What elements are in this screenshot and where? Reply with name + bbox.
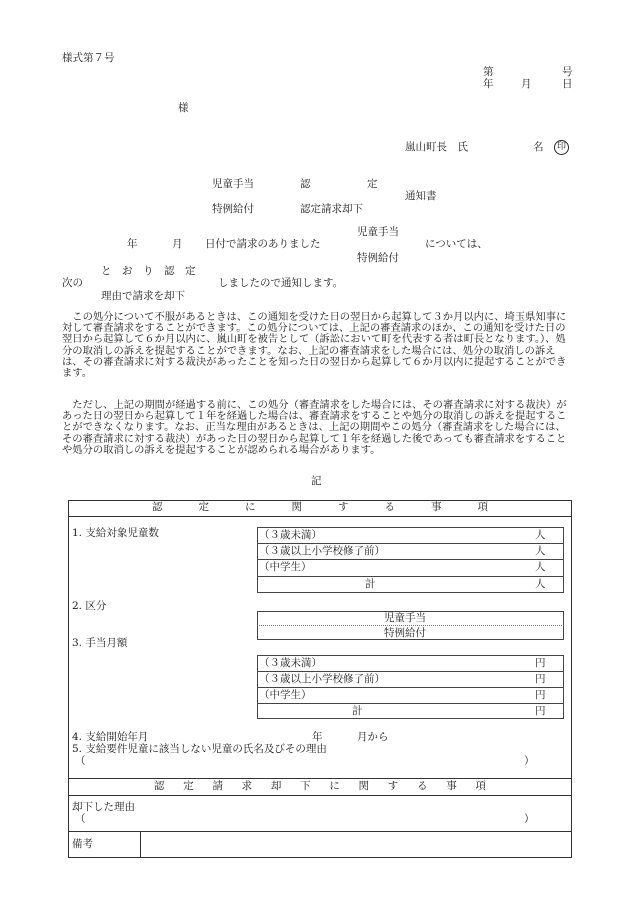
- intro-year: 年: [127, 238, 138, 250]
- stamp-icon: 印: [554, 140, 569, 155]
- title-nin: 認: [300, 178, 311, 190]
- intro-next: 次の: [62, 277, 83, 289]
- intro-reason-reject: 理由で請求を却下: [101, 290, 185, 302]
- nintei-heading-char: る: [384, 501, 395, 513]
- item5-paren-open: （: [75, 755, 86, 767]
- nintei-heading-char: 関: [291, 501, 302, 513]
- item3-label: 3. 手当月額: [72, 637, 128, 649]
- nintei-heading-char: 認: [152, 501, 163, 513]
- item4-year: 年: [312, 731, 323, 743]
- item5-paren-close: ）: [524, 755, 535, 767]
- remarks-divider: [68, 831, 572, 832]
- children-row-label: （３歳未満）: [259, 529, 322, 541]
- date-day: 日: [562, 78, 573, 90]
- amount-row-label: （３歳以上小学校修了前）: [259, 673, 385, 685]
- children-row-unit: 人: [535, 561, 546, 573]
- rejection-paren-close: ）: [524, 813, 535, 825]
- ki-label: 記: [311, 475, 322, 487]
- seal-stamp: [554, 140, 569, 155]
- date-year: 年: [483, 78, 494, 90]
- nintei-heading-char: 事: [431, 501, 442, 513]
- amount-total-unit: 円: [535, 705, 546, 717]
- title-tei: 定: [367, 178, 378, 190]
- appeal-paragraph-1: この処分について不服があるときは、この通知を受けた日の翌日から起算して３か月以内に、埼玉県知事に対して審査請求をすることができます。この処分については、上記の審査請求のほか、この通知を受けた日の翌日から起算して６か月以内に、嵐山町を被告として（訴訟において町を代表する者は町長となります。）、処分の取消しの訴えを提起することができます。なお、上記の審査請求をした場合には、処分の取消しの訴えは、その審査請求に対する裁決があったことを知った日の翌日から起算して６か月以内に提起することができます。: [62, 311, 567, 380]
- kyakka-heading-char: 関: [358, 780, 370, 792]
- kyakka-heading-char: 事: [446, 780, 457, 792]
- rejection-reason-label: 却下した理由: [72, 801, 135, 813]
- children-row-divider: [257, 576, 564, 577]
- nintei-heading-char: に: [245, 501, 256, 513]
- amount-row-unit: 円: [535, 673, 546, 685]
- children-total-label: 計: [365, 578, 376, 590]
- kubun-special-benefit: 特例給付: [384, 627, 426, 639]
- amount-row-divider: [257, 703, 564, 704]
- item2-label: 2. 区分: [72, 600, 107, 612]
- intro-date-text: 日付で請求のありました: [205, 238, 321, 250]
- kyakka-heading-char: 請: [212, 780, 223, 792]
- amount-row-unit: 円: [535, 689, 546, 701]
- date-month: 月: [521, 78, 532, 90]
- intro-opt-child-allowance: 児童手当: [357, 226, 399, 238]
- item4-month: 月から: [357, 731, 389, 743]
- intro-opt-special-benefit: 特例給付: [357, 252, 399, 264]
- kyakka-heading-char: る: [416, 780, 428, 792]
- kyakka-top-divider: [68, 778, 572, 779]
- amount-row-unit: 円: [535, 657, 546, 669]
- sender-name: 嵐山町長 氏: [405, 141, 468, 153]
- intro-month: 月: [172, 238, 183, 250]
- kyakka-heading-char: 認: [154, 780, 165, 792]
- item4-label: 4. 支給開始年月: [72, 731, 149, 743]
- children-row-unit: 人: [535, 529, 546, 541]
- kyakka-heading-char: 下: [300, 780, 311, 792]
- kyakka-heading-divider: [68, 795, 572, 796]
- children-total-unit: 人: [535, 578, 546, 590]
- remarks-label: 備考: [72, 838, 93, 850]
- rejection-paren-open: （: [75, 813, 86, 825]
- children-row-unit: 人: [535, 545, 546, 557]
- kyakka-heading-char: す: [387, 780, 399, 792]
- intro-about: については、: [425, 238, 488, 250]
- intro-notify: しましたので通知します。: [218, 277, 344, 289]
- amount-row-label: （中学生）: [259, 689, 312, 701]
- amount-row-label: （３歳未満）: [259, 657, 322, 669]
- kyakka-heading-char: 定: [183, 780, 194, 792]
- item1-label: 1. 支給対象児童数: [72, 527, 159, 539]
- sender-name-label: 名: [533, 141, 544, 153]
- kyakka-heading-char: 項: [475, 780, 486, 792]
- doc-number-dai: 第: [483, 66, 494, 78]
- amount-row-divider: [257, 687, 564, 688]
- nintei-heading-char: 定: [198, 501, 209, 513]
- item5-label: 5. 支給要件児童に該当しない児童の氏名及びその理由: [72, 743, 327, 755]
- appeal-paragraph-2: ただし、上記の期間が経過する前に、この処分（審査請求をした場合には、その審査請求に対する裁決）があった日の翌日から起算して１年を経過した場合は、審査請求をすることや処分の取消しの訴えを提起することができなくなります。なお、正当な理由があるときは、上記の期間やこの処分（審査請求をした場合には、その審査請求に対する裁決）があった日の翌日から起算して１年を経過した後であっても審査請求をすることや処分の取消しの訴えを提起することが認められる場合があります。: [62, 399, 567, 456]
- kyakka-heading-char: 求: [241, 780, 253, 792]
- nintei-heading-divider: [68, 516, 572, 517]
- title-child-allowance: 児童手当: [212, 178, 254, 190]
- children-row-label: （中学生）: [259, 561, 312, 573]
- nintei-heading-char: 項: [477, 501, 488, 513]
- title-rejection: 認定請求却下: [300, 203, 363, 215]
- remarks-column-divider: [140, 831, 141, 858]
- kyakka-heading-char: 却: [270, 780, 282, 792]
- children-row-divider: [257, 543, 564, 544]
- nintei-heading: [68, 501, 572, 513]
- form-number: 様式第７号: [62, 52, 115, 64]
- intro-as-below: と お り 認 定: [101, 265, 196, 277]
- nintei-heading-char: す: [338, 501, 349, 513]
- amount-row-divider: [257, 671, 564, 672]
- title-special-benefit: 特例給付: [212, 203, 254, 215]
- children-row-divider: [257, 559, 564, 560]
- doc-number-go: 号: [562, 66, 573, 78]
- kubun-child-allowance: 児童手当: [384, 612, 426, 624]
- kyakka-heading: [68, 780, 572, 792]
- recipient-sama: 様: [178, 102, 189, 114]
- kyakka-heading-char: に: [329, 780, 340, 792]
- title-suffix: 通知書: [405, 190, 437, 202]
- amount-total-label: 計: [352, 705, 363, 717]
- kubun-dotted-divider: [257, 625, 564, 626]
- children-row-label: （３歳以上小学校修了前）: [259, 545, 385, 557]
